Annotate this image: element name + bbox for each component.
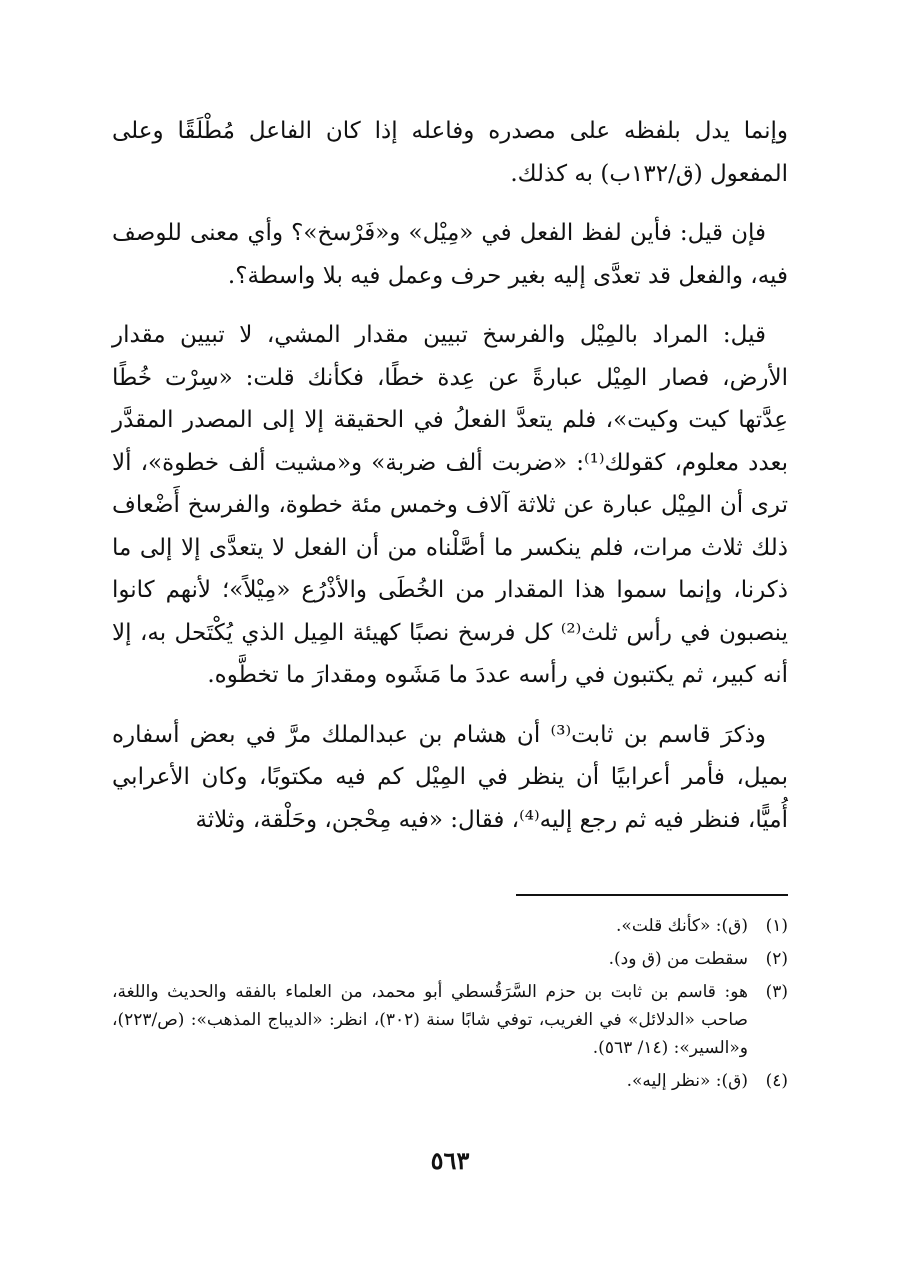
footnote-text: هو: قاسم بن ثابت بن حزم السَّرَقُسطي أبو محمد، من العلماء بالفقه والحديث واللغة، صاحب «الدلائل» في الغريب، توفي شابًا سنة (٣٠٢)، انظر: «الديباج المذهب»: (ص/٢٢٣)، و«السير»: (١٤/ ٥٦٣). [112,982,748,1058]
footnote-number: (٢) [765,949,788,969]
footnote-3 [112,978,788,1062]
footnote-separator [516,894,788,896]
footnote-text: (ق): «كأنك قلت». [616,916,748,936]
footnote-4 [112,1067,788,1095]
footnote-text: سقطت من (ق ود). [608,949,748,969]
footnotes [112,912,788,1100]
paragraph-4: وذكرَ قاسم بن ثابت⁽³⁾ أن هشام بن عبدالملك مرَّ في بعض أسفاره بميل، فأمر أعرابيًا أن ينظر في المِيْل كم فيه مكتوبًا، وكان الأعرابي أُميًّا، فنظر فيه ثم رجع إليه⁽⁴⁾، فقال: «فيه مِحْجن، وحَلْقة، وثلاثة [112,721,788,833]
page-number: ٥٦٣ [430,1146,470,1175]
paragraph-1: وإنما يدل بلفظه على مصدره وفاعله إذا كان الفاعل مُطْلَقًا وعلى المفعول (ق/١٣٢ب) به كذلك. [112,118,788,187]
paragraph-3: قيل: المراد بالمِيْل والفرسخ تبيين مقدار المشي، لا تبيين مقدار الأرض، فصار المِيْل عبارةً عن عِدة خطًا، فكأنك قلت: «سِرْت خُطًا عِدَّتها كيت وكيت»، فلم يتعدَّ الفعلُ في الحقيقة إلا إلى المصدر المقدَّر بعدد معلوم، كقولك⁽¹⁾: «ضربت ألف ضربة» و«مشيت ألف خطوة»، ألا ترى أن المِيْل عبارة عن ثلاثة آلاف وخمس مئة خطوة، والفرسخ أَضْعاف ذلك ثلاث مرات، فلم ينكسر ما أصَّلْناه من أن الفعل لا يتعدَّى إلا إلى ما ذكرنا، وإنما سموا هذا المقدار من الخُطَى والأذْرُع «مِيْلاً»؛ لأنهم كانوا ينصبون في رأس ثلث⁽²⁾ كل فرسخ نصبًا كهيئة المِيل الذي يُكْتَحل به، إلا أنه كبير، ثم يكتبون في رأسه عددَ ما مَشَوه ومقدارَ ما تخطَّوه. [112,322,788,688]
footnote-1 [112,912,788,940]
footnote-number: (٣) [765,982,788,1002]
footnote-text: (ق): «نظر إليه». [626,1071,748,1091]
paragraph-2: فإن قيل: فأين لفظ الفعل في «مِيْل» و«فَرْسخ»؟ وأي معنى للوصف فيه، والفعل قد تعدَّى إليه بغير حرف وعمل فيه بلا واسطة؟. [112,220,788,289]
footnote-2 [112,945,788,973]
footnote-number: (١) [765,916,788,936]
body-text [112,110,788,858]
footnote-number: (٤) [765,1071,788,1091]
